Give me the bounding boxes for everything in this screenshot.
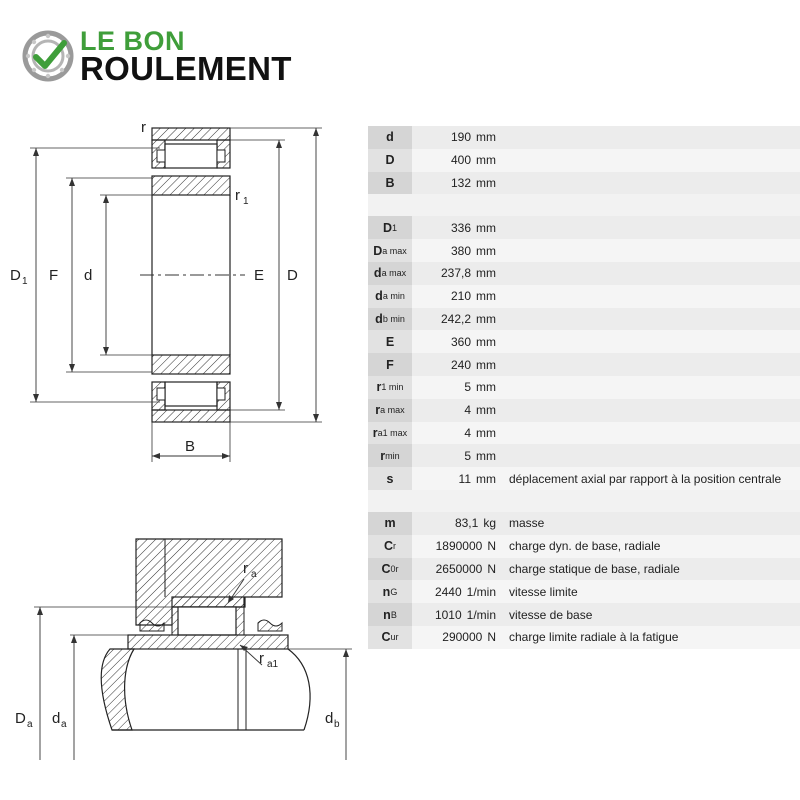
spec-value: 2440 1/min <box>412 580 500 603</box>
spec-description <box>500 262 800 285</box>
spec-row <box>368 330 800 353</box>
label-db: d <box>325 710 334 727</box>
spec-unit: mm <box>476 357 496 372</box>
spec-symbol: B <box>368 172 412 195</box>
spec-unit: mm <box>476 243 496 258</box>
label-r: r <box>141 119 146 136</box>
spec-symbol: d a min <box>368 285 412 308</box>
inner-ring <box>128 635 288 649</box>
spec-unit: N <box>487 539 496 554</box>
spec-symbol: m <box>368 512 412 535</box>
spec-unit: mm <box>476 289 496 304</box>
spec-description <box>500 444 800 467</box>
spec-row <box>368 399 800 422</box>
spec-description: masse <box>500 512 800 535</box>
bearing-check-icon <box>22 30 74 82</box>
spec-value: 290000 N <box>412 626 500 649</box>
svg-text:b: b <box>334 719 340 730</box>
spec-value: 11 mm <box>412 467 500 490</box>
label-da: d <box>52 710 61 727</box>
spec-row <box>368 512 800 535</box>
spec-value: 132 mm <box>412 172 500 195</box>
spec-description: charge dyn. de base, radiale <box>500 535 800 558</box>
spec-description <box>500 330 800 353</box>
spec-row <box>368 126 800 149</box>
spec-unit: 1/min <box>466 584 496 599</box>
spec-unit: mm <box>476 311 496 326</box>
svg-text:1: 1 <box>243 196 249 207</box>
inner-ring-bottom <box>152 355 230 374</box>
spec-row <box>368 172 800 195</box>
spec-row <box>368 444 800 467</box>
spec-description <box>500 422 800 445</box>
spec-value: 5 mm <box>412 376 500 399</box>
label-D1: D <box>10 267 21 284</box>
brand-line1: LE BON <box>80 26 186 56</box>
spec-description: déplacement axial par rapport à la position centrale <box>500 467 800 490</box>
spec-symbol: C ur <box>368 626 412 649</box>
spec-value: 400 mm <box>412 149 500 172</box>
spec-unit: mm <box>476 175 496 190</box>
spec-row <box>368 216 800 239</box>
spec-value: 2650000 N <box>412 558 500 581</box>
spec-symbol: C r <box>368 535 412 558</box>
spec-row <box>368 558 800 581</box>
label-B: B <box>185 438 196 455</box>
svg-text:a1: a1 <box>267 659 279 670</box>
spec-symbol: D <box>368 149 412 172</box>
spec-description: charge limite radiale à la fatigue <box>500 626 800 649</box>
spec-description <box>500 149 800 172</box>
roller-top <box>165 144 217 168</box>
spec-symbol: C 0r <box>368 558 412 581</box>
spec-row <box>368 535 800 558</box>
spec-row <box>368 262 800 285</box>
spec-unit: mm <box>476 130 496 145</box>
brand-line2: ROULEMENT <box>80 50 292 87</box>
spec-value: 210 mm <box>412 285 500 308</box>
spec-value: 1890000 N <box>412 535 500 558</box>
spec-symbol: d b min <box>368 308 412 331</box>
spec-unit: N <box>487 561 496 576</box>
spec-gap <box>368 194 800 216</box>
spec-row <box>368 467 800 490</box>
spec-value: 240 mm <box>412 353 500 376</box>
spec-symbol: d <box>368 126 412 149</box>
spec-symbol: r 1 min <box>368 376 412 399</box>
spec-description <box>500 308 800 331</box>
label-d: d <box>84 267 93 284</box>
spec-symbol: r a max <box>368 399 412 422</box>
spec-row <box>368 376 800 399</box>
label-ra: r <box>243 560 248 577</box>
spec-group-dimensions <box>368 126 800 194</box>
spec-group-mounting <box>368 216 800 490</box>
spec-row <box>368 353 800 376</box>
roller-bottom <box>165 382 217 406</box>
spec-value: 242,2 mm <box>412 308 500 331</box>
spec-unit: mm <box>476 448 496 463</box>
spec-value: 336 mm <box>412 216 500 239</box>
spec-unit: mm <box>476 334 496 349</box>
spec-symbol: n G <box>368 580 412 603</box>
spec-unit: mm <box>476 153 496 168</box>
label-Da: D <box>15 710 26 727</box>
spec-unit: mm <box>476 425 496 440</box>
label-ra1: r <box>259 650 264 667</box>
spec-row <box>368 239 800 262</box>
spec-symbol: s <box>368 467 412 490</box>
spec-description <box>500 285 800 308</box>
spec-unit: mm <box>476 380 496 395</box>
spec-unit: 1/min <box>466 607 496 622</box>
spec-row <box>368 580 800 603</box>
roller <box>178 607 236 635</box>
bearing-section-drawing <box>0 110 360 470</box>
spec-row <box>368 603 800 626</box>
label-D: D <box>287 267 298 284</box>
spec-row <box>368 149 800 172</box>
spec-gap <box>368 490 800 512</box>
svg-text:1: 1 <box>22 276 28 287</box>
spec-unit: N <box>487 630 496 645</box>
spec-value: 4 mm <box>412 422 500 445</box>
spec-description: vitesse de base <box>500 603 800 626</box>
spec-description <box>500 353 800 376</box>
spec-description <box>500 399 800 422</box>
spec-row <box>368 285 800 308</box>
spec-value: 5 mm <box>412 444 500 467</box>
spec-symbol: d a max <box>368 262 412 285</box>
spec-unit: mm <box>476 266 496 281</box>
label-E: E <box>254 267 265 284</box>
svg-text:a: a <box>251 569 257 580</box>
spec-symbol: D a max <box>368 239 412 262</box>
spec-unit: mm <box>476 471 496 486</box>
spec-value: 1010 1/min <box>412 603 500 626</box>
spec-value: 380 mm <box>412 239 500 262</box>
spec-description: charge statique de base, radiale <box>500 558 800 581</box>
spec-symbol: F <box>368 353 412 376</box>
spec-symbol: r a1 max <box>368 422 412 445</box>
spec-value: 4 mm <box>412 399 500 422</box>
brand-logo <box>22 24 302 86</box>
spec-description: vitesse limite <box>500 580 800 603</box>
spec-row <box>368 308 800 331</box>
svg-text:a: a <box>27 719 33 730</box>
svg-text:a: a <box>61 719 67 730</box>
spec-description <box>500 239 800 262</box>
spec-row <box>368 626 800 649</box>
spec-symbol: E <box>368 330 412 353</box>
label-r1: r <box>235 187 240 204</box>
spec-value: 237,8 mm <box>412 262 500 285</box>
spec-symbol: n B <box>368 603 412 626</box>
label-F: F <box>49 267 59 284</box>
spec-group-performance <box>368 512 800 649</box>
spec-unit: mm <box>476 220 496 235</box>
spec-symbol: D 1 <box>368 216 412 239</box>
spec-row <box>368 422 800 445</box>
spec-value: 360 mm <box>412 330 500 353</box>
spec-description <box>500 216 800 239</box>
mounting-detail-drawing <box>0 525 360 765</box>
spec-unit: kg <box>483 516 496 531</box>
outer-ring-top <box>152 128 230 140</box>
spec-value: 190 mm <box>412 126 500 149</box>
spec-value: 83,1 kg <box>412 512 500 535</box>
spec-symbol: r min <box>368 444 412 467</box>
spec-description <box>500 126 800 149</box>
spec-unit: mm <box>476 403 496 418</box>
spec-description <box>500 376 800 399</box>
inner-ring-top <box>152 176 230 195</box>
spec-table <box>368 126 800 649</box>
spec-description <box>500 172 800 195</box>
outer-ring-bottom <box>152 410 230 422</box>
